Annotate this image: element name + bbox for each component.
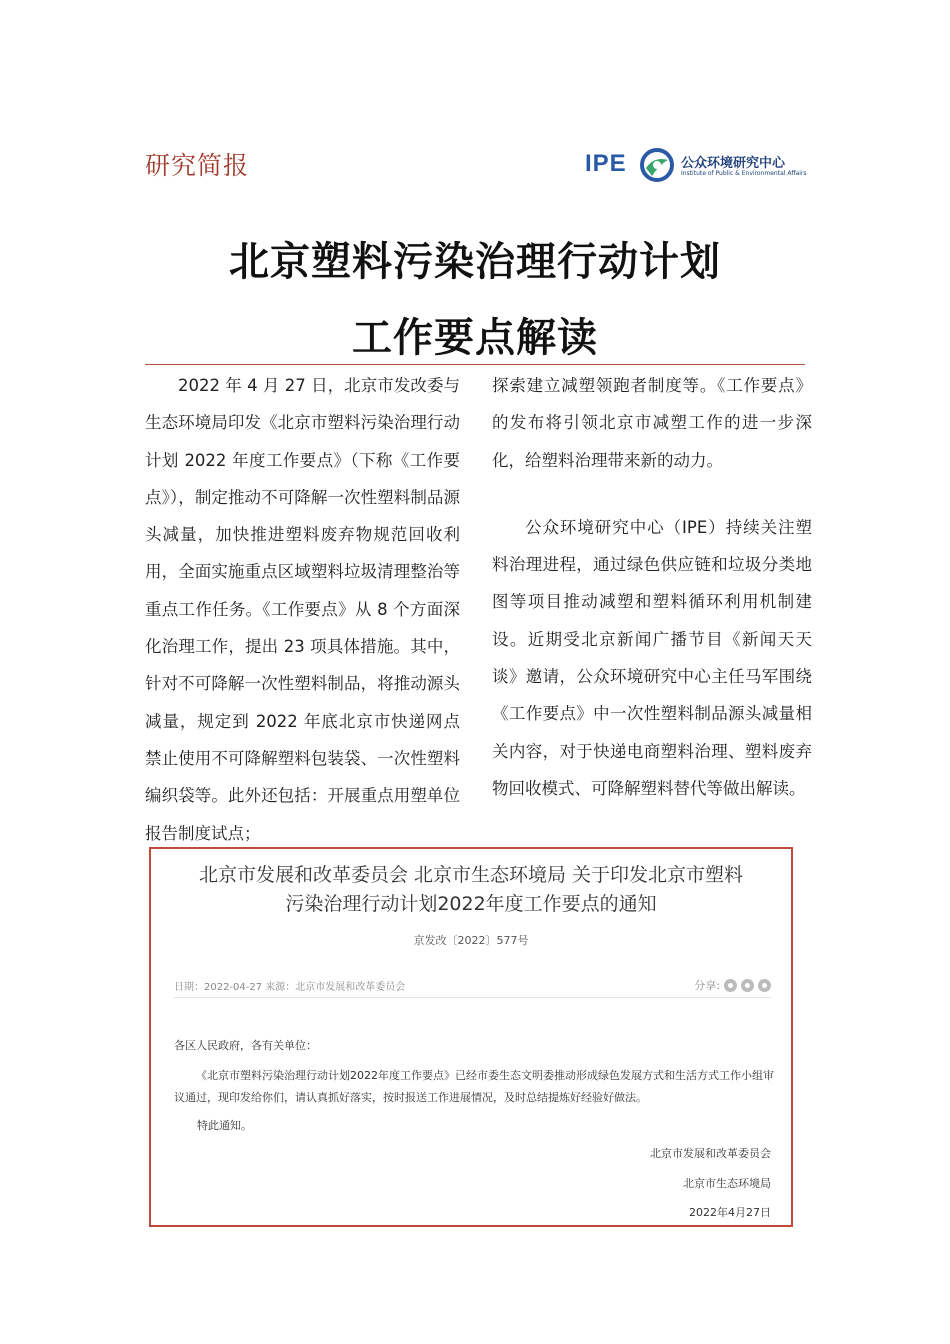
notice-divider (174, 997, 771, 998)
article-paragraph-1-continued: 探索建立减塑领跑者制度等。《工作要点》的发布将引领北京市减塑工作的进一步深化，给塑料治理带来新的动力。 (492, 376, 812, 470)
logo-name-en: Institute of Public & Environmental Affairs (681, 170, 807, 177)
notice-signature-1: 北京市发展和改革委员会 (650, 1147, 771, 1160)
section-tag: 研究简报 (145, 151, 250, 180)
share-label: 分享: (694, 979, 720, 992)
notice-doc-number: 京发改〔2022〕577号 (413, 934, 529, 947)
logo-wordmark: IPE (585, 150, 627, 177)
notice-title-line2: 污染治理行动计划2022年度工作要点的通知 (285, 893, 657, 915)
article-right-column (492, 367, 812, 807)
title-divider (145, 364, 805, 365)
ipe-logo (585, 146, 805, 186)
share-favorite-icon[interactable] (758, 979, 771, 992)
article-paragraph-1: 2022 年 4 月 27 日，北京市发改委与生态环境局印发《北京市塑料污染治理行动计划 2022 年度工作要点》（下称《工作要点》），制定推动不可降解一次性塑料制品源头减量，加快推进塑料废弃物规范回收利用，全面实施重点区域塑料垃圾清理整治等重点工作任务。《工作要点》从 8 个方面深化治理工作，提出 23 项具体措施。其中，针对不可降解一次性塑料制品，将推动源头减量，规定到 2022 年底北京市快递网点禁止使用不可降解塑料包装袋、一次性塑料编织袋等。此外还包括：开展重点用塑单位报告制度试点； (145, 376, 460, 843)
page-title-line2: 工作要点解读 (352, 315, 598, 361)
notice-share (694, 977, 771, 993)
notice-title (151, 861, 791, 919)
notice-title-line1: 北京市发展和改革委员会 北京市生态环境局 关于印发北京市塑料 (198, 864, 744, 886)
ipe-leaf-icon (640, 148, 674, 182)
share-wechat-icon[interactable] (724, 979, 737, 992)
notice-closing: 特此通知。 (197, 1119, 252, 1132)
notice-body: 《北京市塑料污染治理行动计划2022年度工作要点》已经市委生态文明委推动形成绿色发展方式和生活方式工作小组审议通过，现印发给你们，请认真抓好落实，按时报送工作进展情况，及时总结提炼好经验好做法。 (174, 1069, 774, 1104)
page-title-line1: 北京塑料污染治理行动计划 (229, 239, 721, 285)
notice-greeting: 各区人民政府，各有关单位： (174, 1039, 317, 1052)
notice-signature-2: 北京市生态环境局 (683, 1177, 771, 1190)
article-left-column (145, 367, 460, 852)
notice-date: 2022年4月27日 (689, 1206, 771, 1219)
article-paragraph-2: 公众环境研究中心（IPE）持续关注塑料治理进程，通过绿色供应链和垃圾分类地图等项目推动减塑和塑料循环利用机制建设。近期受北京新闻广播节目《新闻天天谈》邀请，公众环境研究中心主任马军围绕《工作要点》中一次性塑料制品源头减量相关内容，对于快递电商塑料治理、塑料废弃物回收模式、可降解塑料替代等做出解读。 (492, 517, 812, 798)
notice-meta: 日期：2022-04-27 来源：北京市发展和改革委员会 (174, 982, 406, 993)
notice-screenshot (149, 847, 793, 1227)
logo-name-cn: 公众环境研究中心 (681, 156, 786, 171)
share-weibo-icon[interactable] (741, 979, 754, 992)
